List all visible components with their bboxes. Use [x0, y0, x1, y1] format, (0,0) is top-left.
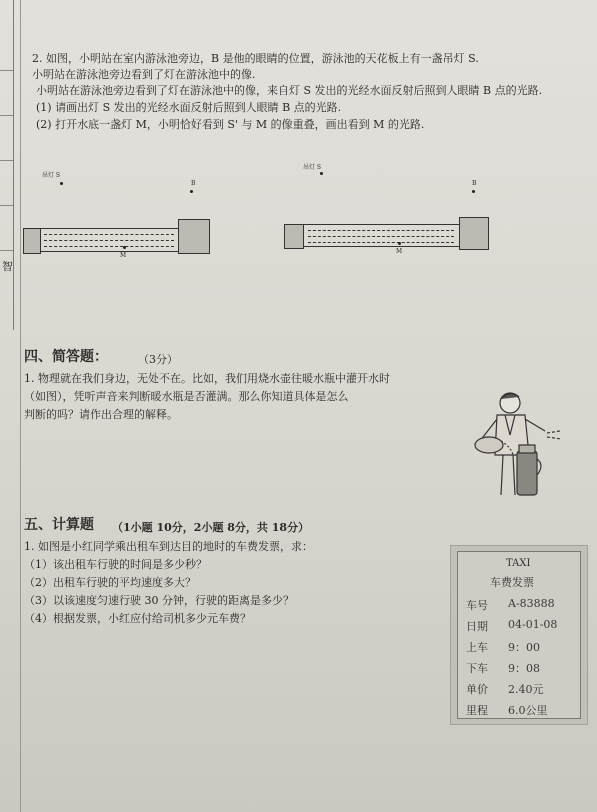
eye-point: [472, 190, 475, 193]
margin-tick: [0, 160, 13, 161]
q2-sub1: (1) 请画出灯 S 发出的光经水面反射后照到人眼睛 B 点的光路.: [36, 101, 342, 114]
receipt-value-plate: A-83888: [508, 597, 555, 610]
receipt-subtitle: 车费发票: [490, 576, 534, 589]
water-wave: [308, 230, 454, 232]
margin-tick: [0, 250, 13, 251]
q2-line2: 小明站在游泳池旁边看到了灯在游泳池中的像.: [32, 68, 256, 81]
pool-wall-right: [459, 217, 489, 250]
receipt-title: TAXI: [506, 558, 531, 569]
q2-line1: 2. 如图，小明站在室内游泳池旁边，B 是他的眼睛的位置，游泳池的天花板上有一盏吊灯 S.: [32, 52, 479, 65]
q2-sub2: (2) 打开水底一盏灯 M，小明恰好看到 S' 与 M 的像重叠，画出看到 M 的光路.: [36, 118, 425, 131]
margin-tick: [0, 205, 13, 206]
pool-wall-left: [23, 228, 41, 254]
bottom-lamp-label: M: [396, 248, 403, 255]
section4-q-line1: 1. 物理就在我们身边，无处不在。比如，我们用烧水壶往暖水瓶中灌开水时: [24, 372, 390, 385]
bottom-lamp-point: [398, 242, 401, 245]
taxi-receipt: [450, 545, 588, 725]
binding-margin-line-outer: [20, 0, 21, 812]
water-wave: [308, 242, 454, 244]
water-wave: [308, 236, 454, 238]
q2-line3: 小明站在游泳池旁边看到了灯在游泳池中的像，来自灯 S 发出的光经水面反射后照到人眼睛 B 点的光路.: [36, 84, 543, 97]
lamp-point: [320, 172, 323, 175]
pouring-water-illustration: [465, 385, 565, 505]
margin-tick: [0, 70, 13, 71]
section5-item-2: （2）出租车行驶的平均速度多大？: [24, 576, 196, 589]
bottom-lamp-label: M: [120, 252, 127, 259]
margin-tick: [0, 115, 13, 116]
water-wave: [44, 246, 174, 248]
section4-q-line2: （如图），凭听声音来判断暖水瓶是否灌满。那么你知道具体是怎么: [24, 390, 349, 403]
receipt-value-distance: 6.0公里: [508, 704, 548, 717]
water-wave: [44, 234, 174, 236]
eye-point: [190, 190, 193, 193]
receipt-label-alight: 下车: [466, 662, 488, 675]
section5-q-intro: 1. 如图是小红同学乘出租车到达目的地时的车费发票，求：: [24, 540, 313, 553]
receipt-label-distance: 里程: [466, 704, 488, 717]
eye-label: B: [191, 180, 196, 187]
binding-margin-char: 智: [2, 260, 13, 273]
section4-q-line3: 判断的吗？请作出合理的解释。: [24, 408, 178, 421]
lamp-point: [60, 182, 63, 185]
pool-wall-left: [284, 224, 304, 249]
section5-item-1: （1）该出租车行驶的时间是多少秒？: [24, 558, 207, 571]
receipt-label-board: 上车: [466, 641, 488, 654]
section5-score: （1小题 10分，2小题 8分，共 18分）: [112, 521, 310, 534]
section4-title: 四、简答题：: [24, 349, 108, 365]
receipt-value-price: 2.40元: [508, 683, 544, 696]
receipt-label-date: 日期: [466, 620, 488, 633]
lamp-label: 吊灯 S: [42, 172, 61, 179]
receipt-label-price: 单价: [466, 683, 488, 696]
taxi-receipt-frame: [457, 551, 581, 719]
bottom-lamp-point: [123, 246, 126, 249]
section5-title: 五、计算题: [24, 517, 94, 533]
section5-item-3: （3）以该速度匀速行驶 30 分钟，行驶的距离是多少？: [24, 594, 294, 607]
pool-wall-right: [178, 219, 210, 254]
section4-score: （3分）: [138, 353, 178, 366]
water-wave: [44, 240, 174, 242]
receipt-value-alight: 9：08: [508, 662, 540, 675]
receipt-label-plate: 车号: [466, 599, 488, 612]
receipt-value-date: 04-01-08: [508, 618, 558, 631]
section5-item-4: （4）根据发票，小红应付给司机多少元车费？: [24, 612, 251, 625]
eye-label: B: [472, 180, 477, 187]
receipt-value-board: 9：00: [508, 641, 540, 654]
binding-margin-line: [13, 0, 14, 330]
lamp-label: 吊灯 S: [303, 164, 322, 171]
